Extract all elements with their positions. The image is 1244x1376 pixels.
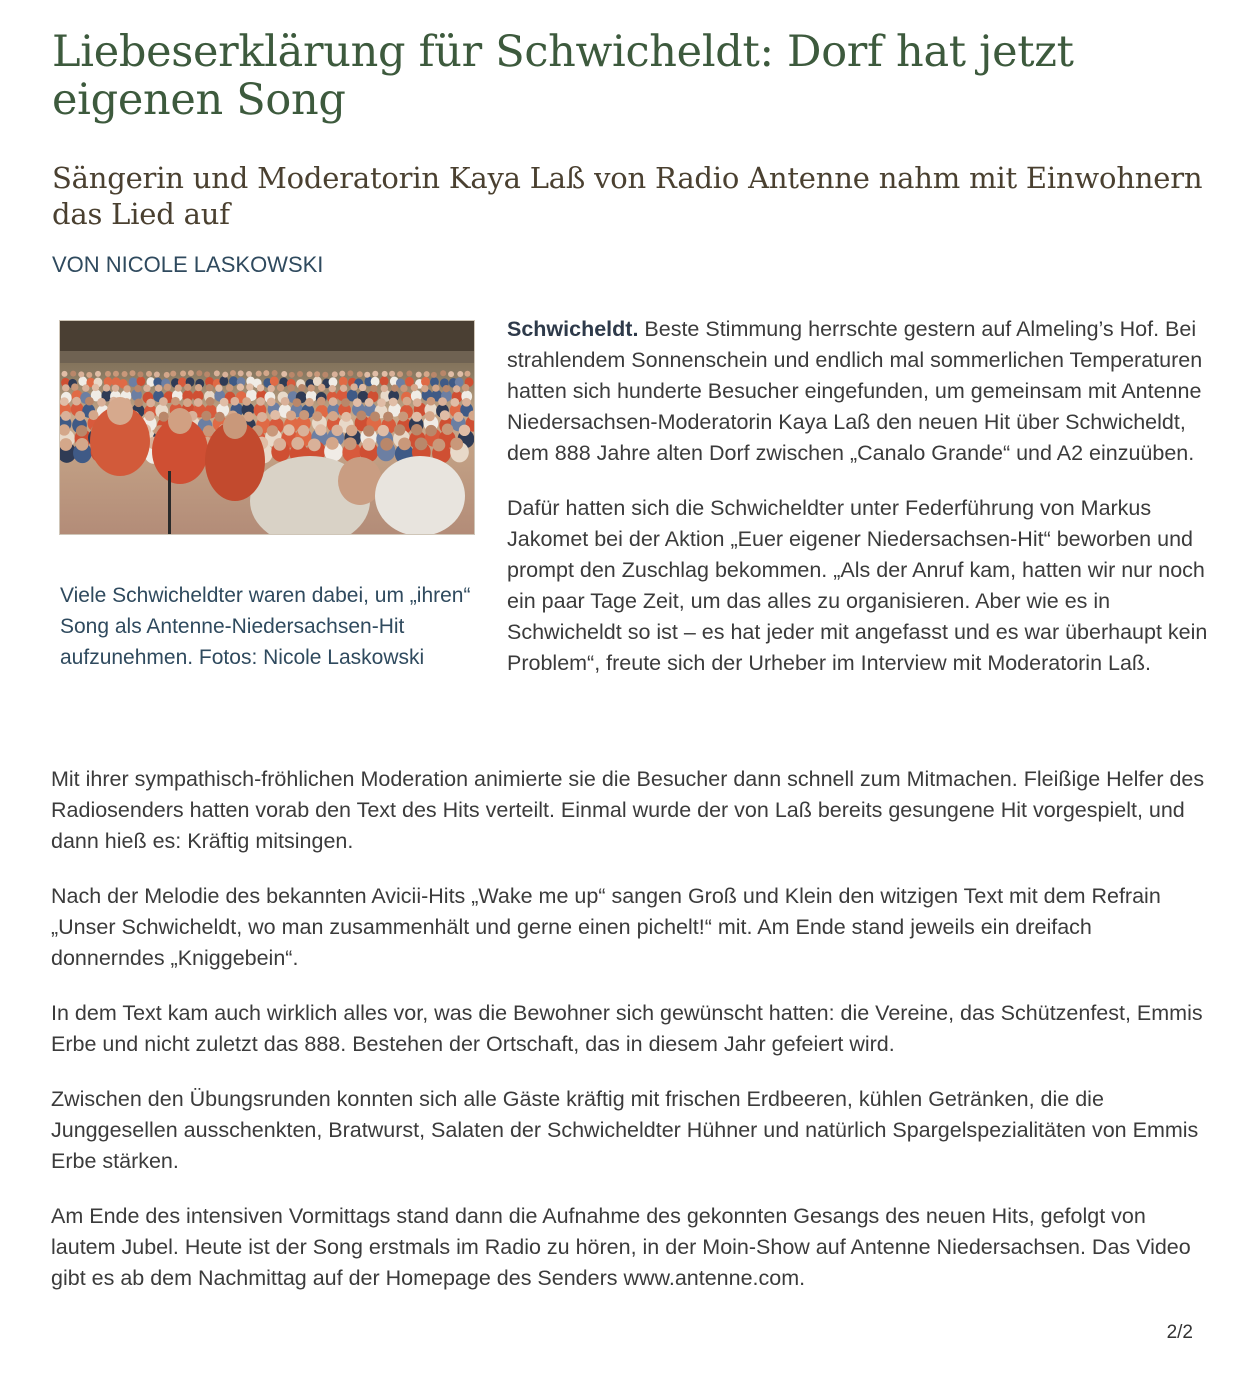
article-paragraph: Mit ihrer sympathisch-fröhlichen Moderation animierte sie die Besucher dann schnell zum Mitmachen. Fleißige Helfer des Radiosenders hatten vorab den Text des Hits verteilt. Einmal wurde der von Laß bereits gesungene Hit vorgespielt, und dann hieß es: Kräftig mitsingen.	[51, 767, 1205, 853]
article-column-right	[507, 314, 1212, 703]
article-paragraph: Am Ende des intensiven Vormittags stand dann die Aufnahme des gekonnten Gesangs des neuen Hits, gefolgt von lautem Jubel. Heute ist der Song erstmals im Radio zu hören, in der Moin-Show auf Antenne Niedersachsen. Das Video gibt es ab dem Nachmittag auf der Homepage des Senders www.antenne.com.	[51, 1204, 1191, 1290]
article-dateline: Schwicheldt.	[507, 317, 639, 341]
article-paragraph	[507, 314, 1212, 469]
article-headline: Liebeserklärung für Schwicheldt: Dorf hat jetzt eigenen Song	[52, 27, 1074, 125]
article-paragraph: Nach der Melodie des bekannten Avicii-Hits „Wake me up“ sangen Groß und Klein den witzigen Text mit dem Refrain „Unser Schwicheldt, wo man zusammenhält und gerne einen pichelt!“ mit. Am Ende stand jeweils ein dreifach donnerndes „Kniggebein“.	[51, 884, 1161, 970]
article-paragraph: Dafür hatten sich die Schwicheldter unter Federführung von Markus Jakomet bei der Aktion „Euer eigener Niedersachsen-Hit“ beworben und prompt den Zuschlag bekommen. „Als der Anruf kam, hatten wir nur noch ein paar Tage Zeit, um das alles zu organisieren. Aber wie es in Schwicheldt so ist – es hat jeder mit angefasst und es war überhaupt kein Problem“, freute sich der Urheber im Interview mit Moderatorin Laß.	[507, 496, 1208, 675]
article-column-full	[51, 764, 1211, 1318]
article-subtitle: Sängerin und Moderatorin Kaya Laß von Radio Antenne nahm mit Einwohnern das Lied auf	[52, 161, 1203, 231]
photo-caption: Viele Schwicheldter waren dabei, um „ihren“ Song als Antenne-Niedersachsen-Hit aufzunehmen. Fotos: Nicole Laskowski	[60, 584, 471, 669]
crowd-photo	[59, 320, 475, 535]
article-paragraph: Zwischen den Übungsrunden konnten sich alle Gäste kräftig mit frischen Erdbeeren, kühlen Getränken, die die Junggesellen ausschenkten, Bratwurst, Salaten der Schwicheldter Hühner und natürlich Spargelspezialitäten von Emmis Erbe stärken.	[51, 1087, 1199, 1173]
paragraph-text: Beste Stimmung herrschte gestern auf Almeling’s Hof. Bei strahlendem Sonnenschein und endlich mal sommerlichen Temperaturen hatten sich hunderte Besucher eingefunden, um gemeinsam mit Antenne Niedersachsen-Moderatorin Kaya Laß den neuen Hit über Schwicheldt, dem 888 Jahre alten Dorf zwischen „Canalo Grande“ und A2 einzuüben.	[507, 317, 1203, 465]
article-paragraph: In dem Text kam auch wirklich alles vor, was die Bewohner sich gewünscht hatten: die Vereine, das Schützenfest, Emmis Erbe und nicht zuletzt das 888. Bestehen der Ortschaft, das in diesem Jahr gefeiert wird.	[51, 1001, 1203, 1056]
article-byline: VON NICOLE LASKOWSKI	[52, 252, 324, 277]
page-number: 2/2	[1166, 1322, 1193, 1343]
